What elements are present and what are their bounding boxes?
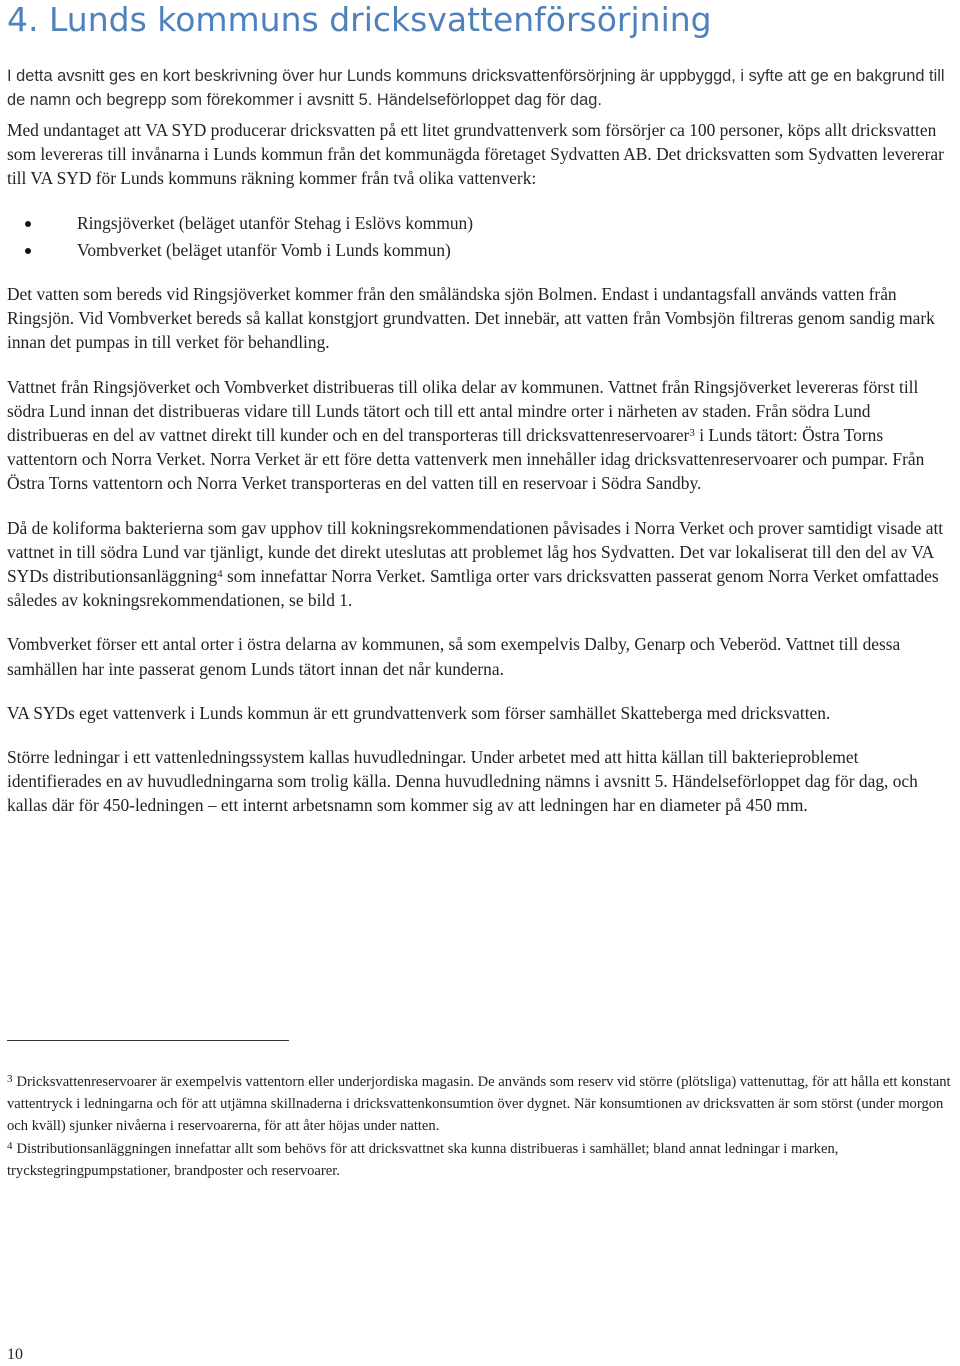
footnote-number: 3 bbox=[7, 1073, 13, 1085]
paragraph-text: i Lunds tätort: Östra Torns vattentorn och Norra Verket. Norra Verket är ett före detta vattenverk men innehåller idag dricksvattenreservoarer och pumpar. Från Östra Torns vattentorn och Norra Verket transporteras en del vatten till en reservoar i Södra Sandby. bbox=[7, 425, 925, 494]
footnote bbox=[7, 1138, 955, 1182]
bullet-icon bbox=[25, 221, 31, 227]
footnote-number: 4 bbox=[7, 1139, 13, 1152]
paragraph-groundwater: VA SYDs eget vattenverk i Lunds kommun är ett grundvattenverk som förser samhället Skatteberga med dricksvatten. bbox=[7, 702, 831, 723]
footnote-text: Dricksvattenreservoarer är exempelvis vattentorn eller underjordiska magasin. De används som reserv vid större (plötsliga) vattenuttag, för att hålla ett konstant vattentryck i ledningarna och för att utjämna skillnaderna i dricksvattenkonsumtion över dygnet. När konsumtionen av dricksvatten är som störst (under morgon och kväll) sjunker nivåerna i reservoarerna, för att åter höjas under natten. bbox=[7, 1074, 951, 1135]
section-title: Lunds kommuns dricksvattenförsörjning bbox=[49, 0, 712, 39]
footnote-text: Distributionsanläggningen innefattar allt som behövs för att dricksvattnet ska kunna distribueras i samhället; bland annat ledningar i marken, tryckstegringpumpstationer, brandposter och reservoarer. bbox=[7, 1140, 839, 1179]
intro-paragraph: I detta avsnitt ges en kort beskrivning över hur Lunds kommuns dricksvattenförsörjning är uppbyggd, i syfte att ge en bakgrund till de namn och begrepp som förekommer i avsnitt 5. Händelseförloppet dag för dag. bbox=[7, 67, 945, 109]
paragraph-bacteria bbox=[7, 516, 953, 613]
list-item bbox=[7, 211, 953, 235]
footnote-reference[interactable]: 3 bbox=[689, 427, 695, 440]
paragraph-text: Då de koliforma bakterierna som gav upphov till kokningsrekommendationen påvisades i Norra Verket och prover samtidigt visade att vattnet in till södra Lund var tjänligt, kunde det direkt uteslutas att problemet låg hos Sydvatten. Det var lokaliserat till den del av VA SYDs distributionsanläggning bbox=[7, 517, 944, 587]
list-item-text: Vombverket (beläget utanför Vomb i Lunds kommun) bbox=[77, 239, 451, 260]
footnote-reference[interactable]: 4 bbox=[217, 568, 223, 581]
waterworks-list bbox=[7, 211, 953, 262]
page-number: 10 bbox=[7, 1346, 23, 1363]
paragraph-vombverket: Vombverket förser ett antal orter i östra delarna av kommunen, så som exempelvis Dalby, Genarp och Veberöd. Vattnet till dessa samhällen har inte passerat genom Lunds tätort innan det når kunderna. bbox=[7, 634, 901, 679]
paragraph-text: som innefattar Norra Verket. Samtliga orter vars dricksvatten passerat genom Norra Verket omfattades således av kokningsrekommendationen, se bild 1. bbox=[7, 566, 939, 611]
section-heading bbox=[7, 0, 712, 40]
paragraph-text: Vattnet från Ringsjöverket och Vombverket distribueras till olika delar av kommunen. Vattnet från Ringsjöverket levereras först till södra Lund innan det distribueras vidare till Lunds tätort och till ett antal mindre orter i närheten av staden. Från södra Lund distribueras en del av vattnet direkt till kunder och en del transporteras till dricksvattenreservoarer bbox=[7, 376, 919, 446]
footnotes bbox=[7, 1071, 955, 1182]
footnote bbox=[7, 1071, 955, 1138]
list-item-text: Ringsjöverket (beläget utanför Stehag i Eslövs kommun) bbox=[77, 212, 474, 233]
bullet-icon bbox=[25, 248, 31, 254]
section-number: 4. bbox=[7, 0, 39, 39]
document-page bbox=[7, 0, 953, 1366]
footnote-divider bbox=[7, 1040, 289, 1041]
paragraph-treatment: Det vatten som bereds vid Ringsjöverket kommer från den småländska sjön Bolmen. Endast i undantagsfall används vatten från Ringsjön. Vid Vombverket bereds så kallat konstgjort grundvatten. Det innebär, att vatten från Vombsjön filtreras genom sandig mark innan det pumpas in till verket för behandling. bbox=[7, 284, 935, 353]
paragraph-main-pipes: Större ledningar i ett vattenledningssystem kallas huvudledningar. Under arbetet med att hitta källan till bakterieproblemet identifierades en av huvudledningarna som trolig källa. Denna huvudledning nämns i avsnitt 5. Händelseförloppet dag för dag, och kallas där för 450-ledningen – ett internt arbetsnamn som kommer sig av att ledningen har en diameter på 450 mm. bbox=[7, 747, 918, 816]
paragraph-distribution bbox=[7, 375, 953, 496]
list-item bbox=[7, 238, 953, 262]
body-text bbox=[7, 64, 953, 838]
paragraph-supply-overview: Med undantaget att VA SYD producerar dricksvatten på ett litet grundvattenverk som försörjer ca 100 personer, köps allt dricksvatten som levereras till invånarna i Lunds kommun från det kommunägda företaget Sydvatten AB. Det dricksvatten som Sydvatten levererar till VA SYD för Lunds kommuns räkning kommer från två olika vattenverk: bbox=[7, 120, 944, 189]
